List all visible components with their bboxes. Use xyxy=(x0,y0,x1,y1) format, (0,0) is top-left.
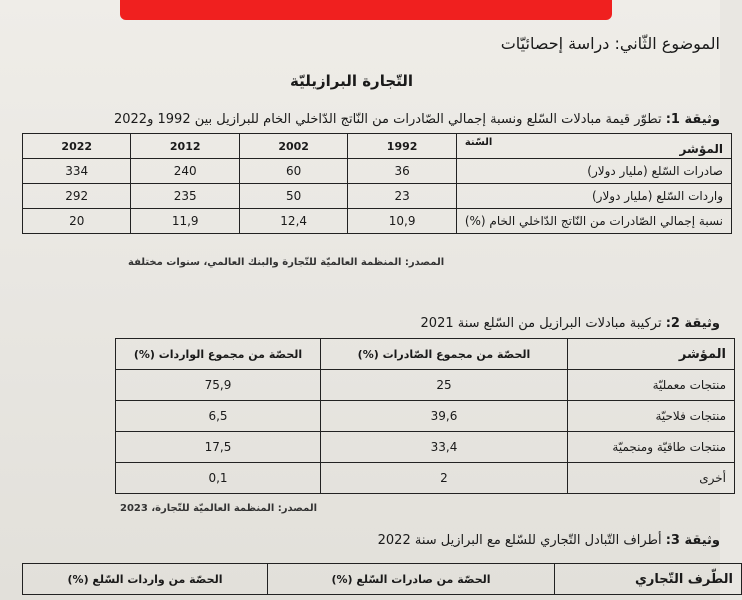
table-row xyxy=(116,370,735,401)
doc1-prefix: وثيقة 1: xyxy=(665,112,720,127)
doc3-title xyxy=(378,533,720,548)
doc3-table xyxy=(22,563,742,595)
table-header-row xyxy=(23,134,732,159)
doc3-prefix: وثيقة 3: xyxy=(665,533,720,548)
doc1-source: المصدر: المنظمة العالميّة للتّجارة والبنك العالمي، سنوات مختلفة xyxy=(128,257,445,268)
header-partner: الطّرف التّجاري xyxy=(555,564,742,595)
header-exports-share: الحصّة من مجموع الصّادرات (%) xyxy=(321,339,568,370)
header-imports-share: الحصّة من واردات السّلع (%) xyxy=(23,564,268,595)
cell: 50 xyxy=(239,184,347,209)
main-title: التّجارة البرازيليّة xyxy=(290,72,414,90)
cell-imports: 75,9 xyxy=(116,370,321,401)
doc2-title xyxy=(421,316,720,331)
row-label: صادرات السّلع (مليار دولار) xyxy=(456,159,731,184)
cell-imports: 17,5 xyxy=(116,432,321,463)
header-imports-share: الحصّة من مجموع الواردات (%) xyxy=(116,339,321,370)
doc2-source: المصدر: المنظمة العالميّة للتّجارة، 2023 xyxy=(120,503,318,514)
cell-exports: 2 xyxy=(321,463,568,494)
cell: 334 xyxy=(23,159,131,184)
cell: 292 xyxy=(23,184,131,209)
cell: 10,9 xyxy=(348,209,456,234)
cell-imports: 6,5 xyxy=(116,401,321,432)
cell-exports: 39,6 xyxy=(321,401,568,432)
row-label: نسبة إجمالي الصّادرات من النّاتج الدّاخلي الخام (%) xyxy=(456,209,731,234)
header-indicator-year xyxy=(456,134,731,159)
cell-exports: 33,4 xyxy=(321,432,568,463)
year-2002: 2002 xyxy=(239,134,347,159)
table-row xyxy=(116,463,735,494)
doc2-title-text: تركيبة مبادلات البرازيل من السّلع سنة 2021 xyxy=(420,316,662,331)
header-exports-share: الحصّة من صادرات السّلع (%) xyxy=(268,564,555,595)
doc1-table xyxy=(22,133,732,234)
table-header-row xyxy=(116,339,735,370)
table-header-row xyxy=(23,564,742,595)
header-indicator: المؤشر xyxy=(679,142,723,156)
year-1992: 1992 xyxy=(348,134,456,159)
table-row xyxy=(23,159,732,184)
doc1-title xyxy=(114,112,720,127)
cell: 20 xyxy=(23,209,131,234)
header-indicator: المؤشر xyxy=(568,339,735,370)
row-label: واردات السّلع (مليار دولار) xyxy=(456,184,731,209)
cell: 240 xyxy=(131,159,239,184)
cell-exports: 25 xyxy=(321,370,568,401)
cell: 60 xyxy=(239,159,347,184)
row-label: منتجات معمليّة xyxy=(568,370,735,401)
cell: 11,9 xyxy=(131,209,239,234)
year-2022: 2022 xyxy=(23,134,131,159)
subject-heading: الموضوع الثّاني: دراسة إحصائيّات xyxy=(500,34,720,53)
row-label: منتجات طاقيّة ومنجميّة xyxy=(568,432,735,463)
cell: 36 xyxy=(348,159,456,184)
cell: 23 xyxy=(348,184,456,209)
doc2-prefix: وثيقة 2: xyxy=(665,316,720,331)
table-row xyxy=(116,432,735,463)
doc2-table xyxy=(115,338,735,494)
cell-imports: 0,1 xyxy=(116,463,321,494)
row-label: أخرى xyxy=(568,463,735,494)
cell: 235 xyxy=(131,184,239,209)
cell: 12,4 xyxy=(239,209,347,234)
table-row xyxy=(23,209,732,234)
table-row xyxy=(23,184,732,209)
header-year: السّنة xyxy=(464,137,493,148)
redaction-banner xyxy=(120,0,612,20)
doc1-title-text: تطوّر قيمة مبادلات السّلع ونسبة إجمالي الصّادرات من النّاتج الدّاخلي الخام للبرازيل بين 1992 و2022 xyxy=(113,112,662,127)
table-row xyxy=(116,401,735,432)
doc3-title-text: أطراف التّبادل التّجاري للسّلع مع البرازيل سنة 2022 xyxy=(377,533,662,548)
year-2012: 2012 xyxy=(131,134,239,159)
row-label: منتجات فلاحيّة xyxy=(568,401,735,432)
